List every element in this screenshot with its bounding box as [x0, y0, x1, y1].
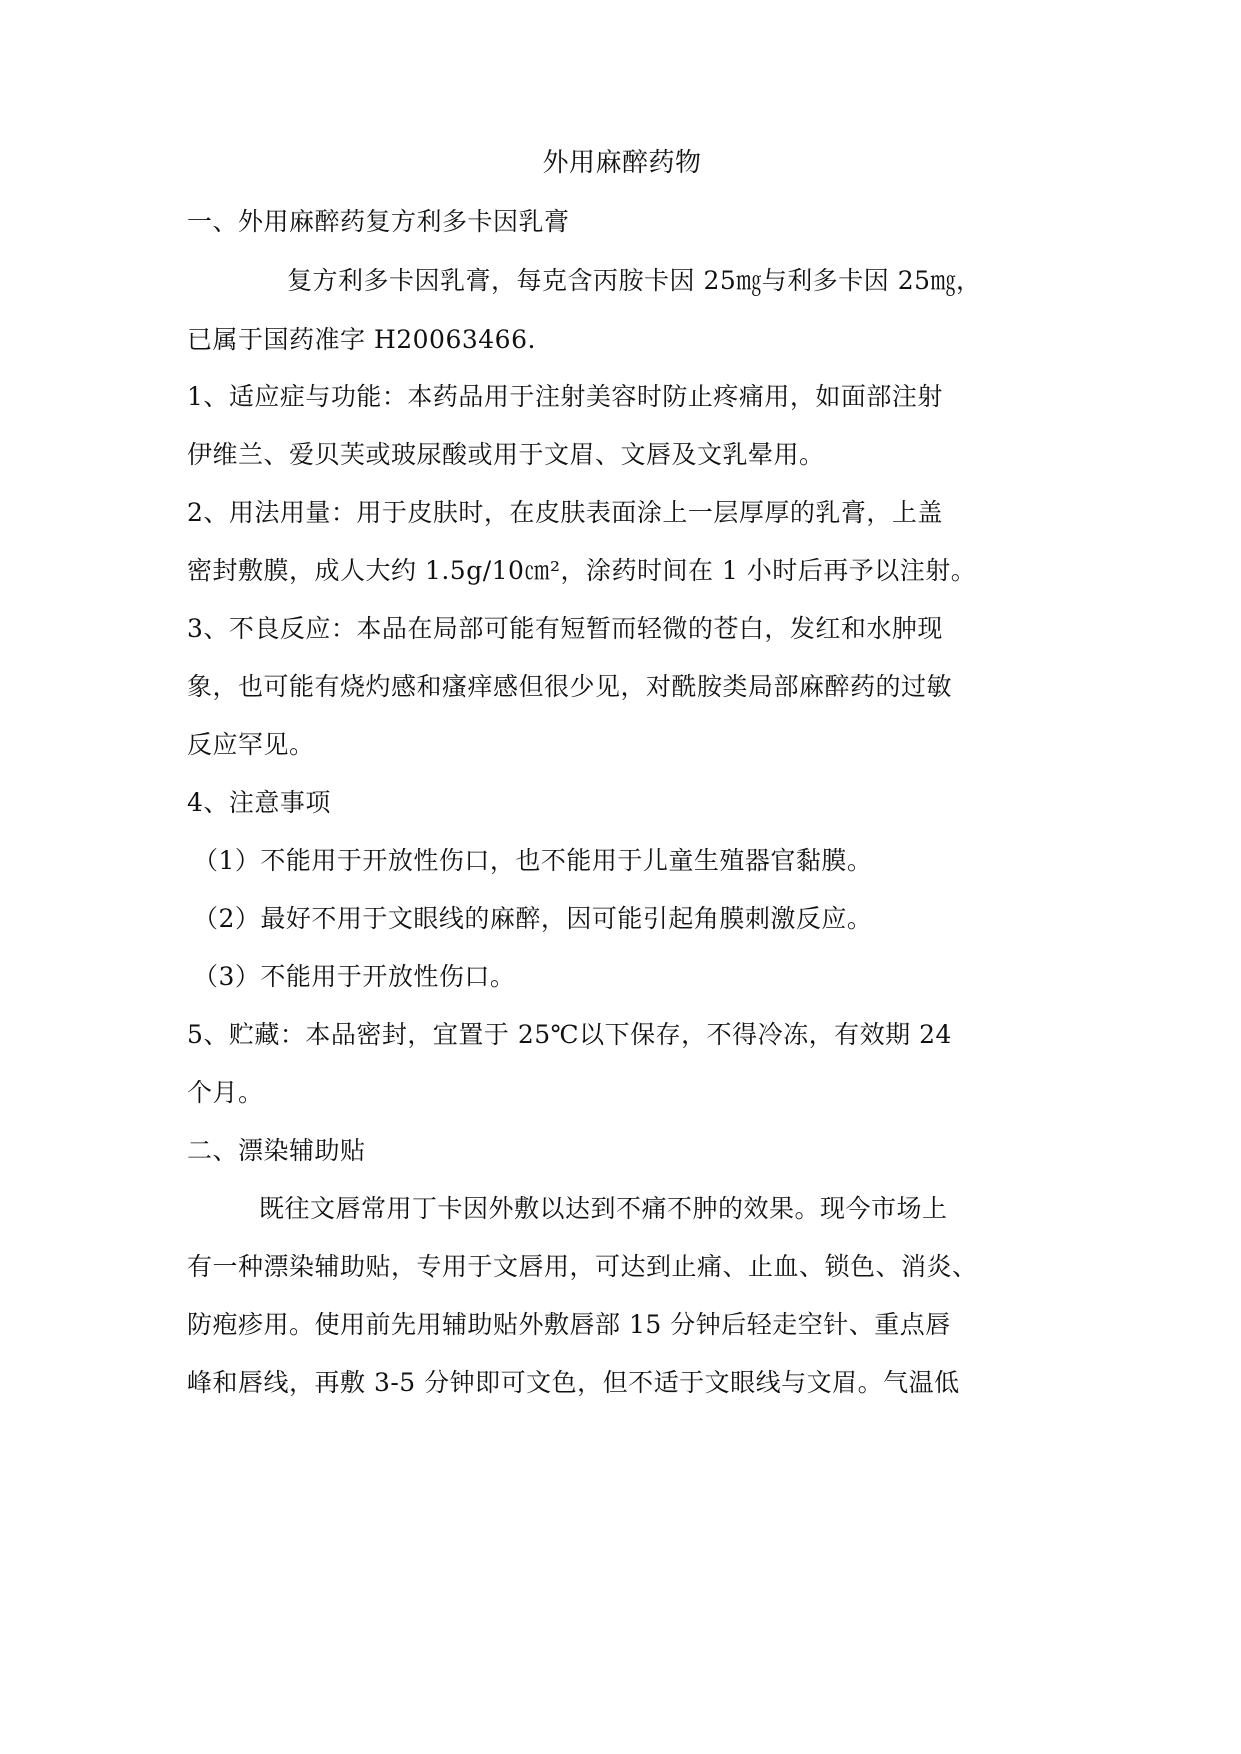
paragraph-line: 个月。	[187, 1078, 264, 1107]
paragraph-line: 2、用法用量：用于皮肤时，在皮肤表面涂上一层厚厚的乳膏，上盖	[187, 498, 943, 527]
list-item: （3）不能用于开放性伤口。	[193, 962, 516, 991]
paragraph-line: 3、不良反应：本品在局部可能有短暂而轻微的苍白，发红和水肿现	[187, 614, 943, 643]
paragraph-line: 复方利多卡因乳膏，每克含丙胺卡因 25㎎与利多卡因 25㎎，	[287, 266, 982, 295]
paragraph-line: 已属于国药准字 H20063466.	[187, 325, 536, 354]
paragraph-line: 5、贮藏：本品密封，宜置于 25℃以下保存，不得冷冻，有效期 24	[187, 1020, 952, 1049]
paragraph-line: 防疱疹用。使用前先用辅助贴外敷唇部 15 分钟后轻走空针、重点唇	[187, 1310, 951, 1339]
section-heading: 一、外用麻醉药复方利多卡因乳膏	[187, 207, 570, 236]
document-title: 外用麻醉药物	[542, 148, 702, 178]
paragraph-line: 有一种漂染辅助贴，专用于文唇用，可达到止痛、止血、锁色、消炎、	[187, 1252, 978, 1281]
paragraph-line: 1、适应症与功能：本药品用于注射美容时防止疼痛用，如面部注射	[187, 382, 943, 411]
paragraph-line: 伊维兰、爱贝芙或玻尿酸或用于文眉、文唇及文乳晕用。	[187, 440, 825, 469]
paragraph-line: 密封敷膜，成人大约 1.5g/10㎝²，涂药时间在 1 小时后再予以注射。	[187, 556, 977, 585]
list-item: （1）不能用于开放性伤口，也不能用于儿童生殖器官黏膜。	[193, 846, 873, 875]
section-heading: 二、漂染辅助贴	[187, 1136, 366, 1165]
paragraph-line: 象，也可能有烧灼感和瘙痒感但很少见，对酰胺类局部麻醉药的过敏	[187, 672, 953, 701]
document-page	[187, 0, 1057, 1754]
paragraph-line: 峰和唇线，再敷 3-5 分钟即可文色，但不适于文眼线与文眉。气温低	[187, 1368, 960, 1397]
paragraph-line: 既往文唇常用丁卡因外敷以达到不痛不肿的效果。现今市场上	[259, 1194, 948, 1223]
section-subheading: 4、注意事项	[187, 788, 331, 817]
paragraph-line: 反应罕见。	[187, 730, 315, 759]
list-item: （2）最好不用于文眼线的麻醉，因可能引起角膜刺激反应。	[193, 904, 873, 933]
